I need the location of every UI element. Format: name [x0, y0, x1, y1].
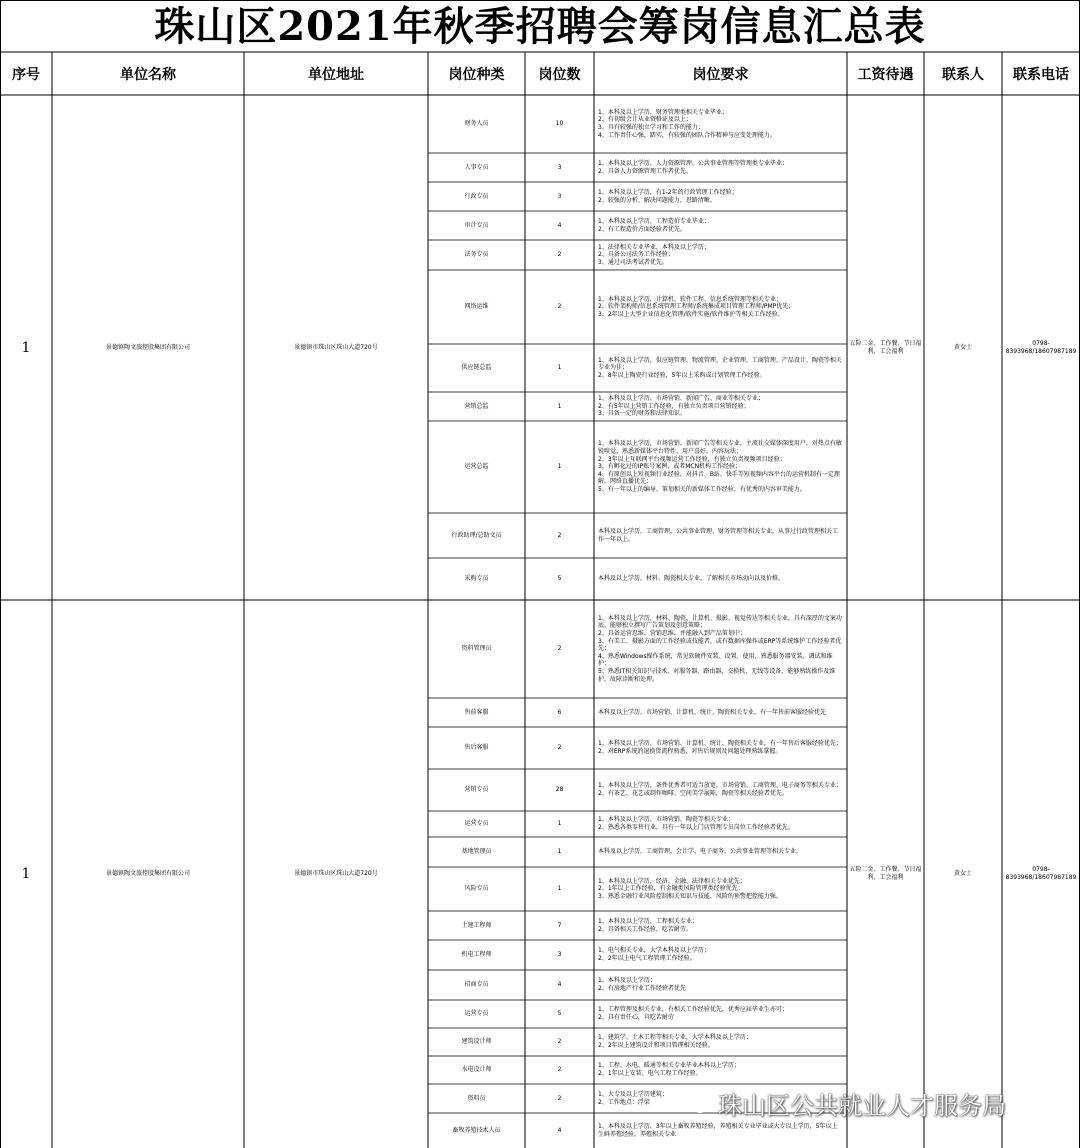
position-requirements: 本科及以上学历，工商管理、会计学、电子商务、公共事业管理等相关专业。: [598, 848, 803, 856]
position-requirements: 1、本科及以上学历，计算机、软件工程、信息系统管理等相关专业； 2、软件架构师/信息系统管理工程师/系统集成项目管理工程师/PMP优先； 3、2年以上大型企业信息化管理/软件实施/软件维护等相关工作经验。: [598, 295, 795, 318]
position-type: 网络运维: [464, 303, 489, 310]
phone: 0798-8393968/18607987189: [1005, 339, 1077, 355]
position-type: 采购专员: [464, 575, 489, 582]
position-type: 土建工程师: [461, 921, 492, 929]
position-type: 法务专员: [464, 251, 489, 258]
position-requirements: 1、本科及以上学历，市场营销、新闻广告、商业等相关专业； 2、有5年以上营销工作经验，有独立负责项目营销经验； 3、具备一定的财务和法律知识。: [598, 395, 764, 418]
position-count: 1: [557, 848, 562, 855]
position-requirements: 1、电气相关专业，大学本科及以上学历； 2、2年以上电气工程管理工作经验。: [598, 947, 710, 962]
position-requirements: 1、工程、水电、暖通等相关专业毕业本科以上学历； 2、1年以上安装、电气工程工作经验。: [598, 1062, 740, 1077]
unit-address: 景德镇市珠山区珠山大道720号: [294, 870, 378, 877]
page-title: 珠山区2021年秋季招聘会筹岗信息汇总表: [154, 3, 926, 50]
position-count: 1: [557, 885, 562, 892]
position-type: 机电工程师: [461, 951, 492, 958]
watermark: [680, 1083, 1050, 1123]
position-type: 运营总监: [464, 463, 489, 470]
position-requirements: 1、本科及以上学历，财务管理类相关专业毕业； 2、有初级会计从业资格证及以上； 3、具有较强的独立学习和工作的能力； 4、工作责任心强，踏实，有较强的团队合作精神与应变处理能力。: [598, 108, 776, 139]
position-type: 供应链总监: [461, 364, 492, 371]
header-unit-address: 单位地址: [308, 66, 364, 83]
position-type: 水电设计师: [461, 1066, 492, 1073]
position-requirements: 1、本科及以上学历，条件优秀者可适当放宽，市场营销、工商管理、电子商务等相关专业； 2、有茶艺、花艺或制作咖啡、空间美学展陈，陶瓷等相关经验者优先。: [598, 782, 842, 797]
position-requirements: 1、本科及以上学历，市场营销、陶瓷等相关专业； 2、熟悉各类零售行业，具有一年以上门店管理专员岗位工作经验者优先。: [598, 816, 794, 831]
position-type: 财务人员: [464, 120, 489, 127]
group-seq: 1: [21, 866, 31, 882]
position-requirements: 1、大专及以上学历建筑； 2、工作地点：浮梁: [598, 1090, 668, 1106]
position-count: 2: [557, 1066, 562, 1073]
header-phone: 联系电话: [1013, 66, 1069, 83]
header-position-type: 岗位种类: [448, 66, 505, 83]
position-count: 10: [555, 120, 564, 127]
position-requirements: 1、本科及以上学历； 2、有房地产行业工作经验者优先: [598, 977, 686, 992]
position-requirements: 1、本科及以上学历，材料、陶瓷、计算机、摄影、视觉传达等相关专业，具有深厚的文案功底，能够独立撰写广告策划及创意策略； 2、具备运营思维、营销思维，并能融入到产品策划中； 3、有美工、摄影方面的工作经验或技能者，或有数据库操作或ERP等系统维护工作经验者优先； 4、熟悉Windows操作系统，常见软硬件安装、设置、使用，熟悉服务器安装、调试和维护； 5、熟悉IT相关知识与技术，对服务器、路由器、交换机、无线等设备，能够熟练操作及维护，故障诊断和处理。: [598, 614, 842, 683]
position-requirements: 1、本科及以上学历，3年以上畜牧养殖经验，养殖相关专业毕业或大专以上学历，5年以上生鲜养殖经验，养殖相关专业: [598, 1122, 838, 1138]
wechat-icon: [680, 1091, 710, 1115]
unit-address: 景德镇市珠山区珠山大道720号: [294, 343, 378, 351]
position-type: 畜牧养殖技术人员: [452, 1126, 501, 1134]
phone: 0798-8393968/18607987189: [1005, 866, 1077, 881]
salary: 五险二金、工作餐、节日福利、工会福利: [849, 866, 922, 881]
position-requirements: 1、本科及以上学历，工程造价专业毕业； 2、有工程造价方面经验者优先。: [598, 217, 710, 233]
position-count: 1: [557, 402, 562, 410]
position-count: 4: [557, 981, 562, 988]
position-count: 7: [557, 921, 562, 929]
position-count: 3: [557, 192, 562, 200]
position-requirements: 1、本科及以上学历，市场营销、计算机、统计、陶瓷相关专业，有一年售后客服经验优先； 2、对ERP系统的退换货流程熟悉，对售后规则及问题处理熟练掌握。: [598, 740, 842, 755]
position-count: 3: [557, 163, 562, 171]
position-type: 营销专员: [464, 786, 489, 793]
contact: 黄女士: [953, 870, 972, 877]
position-requirements: 1、工程管理及相关专业，有相关工作经验优先，优秀应届毕业生亦可； 2、具有责任心，肯吃苦耐劳: [598, 1006, 788, 1021]
position-type: 资料管理员: [461, 645, 492, 652]
position-type: 人事专员: [464, 163, 489, 171]
position-requirements: 1、本科及以上学历，有1-2年的行政管理工作经验； 2、较强的分析、解决问题能力，思路清晰。: [598, 188, 738, 204]
position-requirements: 本科及以上学历，材料、陶瓷相关专业，了解相关市场动向以及价格。: [598, 575, 785, 583]
header-unit-name: 单位名称: [120, 66, 176, 83]
unit-name: 景德镇陶文旅控股集团有限公司: [105, 870, 190, 877]
header-salary: 工资待遇: [857, 66, 914, 83]
position-count: 5: [557, 575, 562, 582]
salary: 五险二金、工作餐、节日福利、工会福利: [849, 339, 922, 355]
position-type: 资料员: [467, 1094, 486, 1102]
position-requirements: 1、本科及以上学历，人力资源管理、公共事业管理等管理类专业毕业； 2、具备人力资源管理工作者优先。: [598, 159, 788, 175]
contact: 黄女士: [953, 343, 972, 351]
position-count: 1: [557, 463, 562, 470]
position-type: 售后客服: [464, 744, 489, 751]
position-count: 2: [557, 744, 562, 751]
position-count: 6: [557, 708, 562, 716]
position-type: 行政专员: [464, 192, 489, 200]
position-type: 风险专员: [464, 885, 489, 892]
position-requirements: 本科及以上学历，市场营销、计算机、统计、陶瓷相关专业，有一年售前客服经验优先: [598, 708, 827, 716]
position-requirements: 1、建筑学、土木工程等相关专业，大学本科及以上学历； 2、2年以上建筑设计和项目管理相关经验。: [598, 1034, 752, 1049]
position-type: 行政助理/总助文员: [451, 531, 502, 539]
position-type: 售前客服: [464, 708, 489, 716]
header-position-count: 岗位数: [538, 66, 581, 83]
position-count: 2: [557, 251, 562, 258]
position-count: 3: [557, 951, 562, 958]
position-requirements: 1、本科及以上学历，供应链管理、物流管理、企业管理、工商管理、产品设计、陶瓷等相关专业为佳； 2、8年以上陶瓷行业经验，5年以上采购或计划管理工作经验。: [598, 356, 842, 379]
position-requirements: 1、本科及以上学历，市场营销、新闻广告等相关专业，主流社交媒体深度用户，对热点有敏锐嗅觉，熟悉新媒体平台特性、用户喜好、内容玩法； 2、3年以上互联网平台视频运营工作经验，有独立负责视频项目经验； 3、有孵化过的IP账号案例，或者MCN机构工作经验； 4、有原创以上短视频行业经验，对抖音、B站、快手等短视频内容平台的运营机制有一定理解，网络直播优先； 5、有一年以上的编导、策划相关的新媒体工作经验，有优秀的内容审美能力。: [598, 440, 842, 493]
position-type: 招商专员: [464, 981, 489, 988]
position-count: 2: [557, 1094, 562, 1102]
group-seq: 1: [21, 339, 31, 356]
position-count: 2: [557, 303, 562, 310]
position-type: 运营专员: [464, 1010, 489, 1017]
unit-name: 景德镇陶文旅控股集团有限公司: [105, 343, 190, 351]
position-requirements: 1、法律相关专业毕业，本科及以上学历； 2、具备公司法务工作经验； 3、通过司法考试者优先。: [598, 243, 710, 266]
position-type: 建筑设计师: [461, 1038, 492, 1045]
position-count: 28: [555, 786, 564, 793]
position-count: 4: [557, 221, 562, 229]
position-count: 1: [557, 820, 562, 827]
position-type: 审计专员: [464, 221, 489, 229]
position-count: 2: [557, 531, 562, 539]
position-count: 2: [557, 645, 562, 652]
watermark-text: 珠山区公共就业人才服务局: [718, 1091, 1006, 1120]
position-count: 1: [557, 364, 562, 371]
position-type: 运营专员: [464, 820, 489, 827]
position-count: 4: [557, 1126, 562, 1134]
position-count: 2: [557, 1038, 562, 1045]
position-requirements: 本科及以上学历，工商管理、公共事业管理、财务管理等相关专业，从事过行政管理相关工作一年以上。: [598, 527, 839, 543]
header-requirements: 岗位要求: [692, 66, 749, 83]
header-contact: 联系人: [942, 66, 984, 83]
position-type: 营销总监: [464, 402, 489, 410]
position-requirements: 1、本科及以上学历，经济、金融、法律相关专业优先； 2、1年以上工作经验，有金融类风险管理类经验优先； 3、熟悉金融行业风险控制相关知识与技能，风险的预警把控能力强。: [598, 877, 782, 900]
position-requirements: 1、本科及以上学历，工程相关专业； 2、具备相关工作经验，吃苦耐劳。: [598, 917, 698, 933]
header-seq: 序号: [12, 66, 40, 83]
position-count: 5: [557, 1010, 562, 1017]
position-type: 基地管理员: [461, 848, 492, 855]
